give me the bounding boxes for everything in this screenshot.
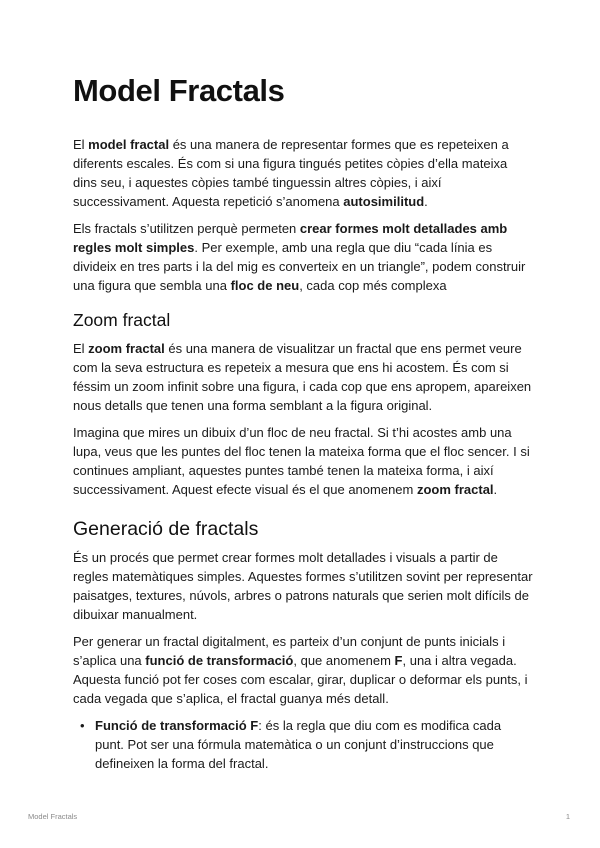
generacio-bullet-list (73, 716, 533, 773)
generacio-paragraph-2 (73, 632, 533, 708)
bold-text: crear formes molt detallades amb regles molt simples (73, 221, 508, 255)
zoom-paragraph-1 (73, 339, 533, 415)
bold-text: zoom fractal (416, 482, 494, 497)
text-run: : és la regla que diu com es modifica cada punt. Pot ser una fórmula matemàtica o un conjunt d’instruccions que defineixen la forma del fractal. (95, 718, 502, 771)
bold-text: model fractal (88, 137, 170, 152)
section-heading-zoom: Zoom fractal (73, 310, 171, 330)
bullet-text (95, 718, 501, 771)
document-content (73, 72, 533, 773)
bold-text: floc de neu (230, 278, 300, 293)
text-run: Imagina que mires un dibuix d’un floc de neu fractal. Si t’hi acostes amb una lupa, veus que les puntes del floc tenen la mateixa forma que el floc sencer. I si continues ampliant, aquestes puntes també tenen la mateixa forma, i així successivament. Aquest efecte visual és el que anomenem (73, 425, 530, 497)
bold-text: zoom fractal (88, 341, 165, 356)
text-run: Per generar un fractal digitalment, es parteix d’un conjunt de punts inicials i s’aplica una (73, 634, 506, 668)
text-run: . Per exemple, amb una regla que diu “cada línia es divideix en tres parts i la del mig es converteix en un triangle”, podem construir una figura que sembla una (73, 240, 526, 293)
generacio-paragraph-1 (73, 548, 533, 624)
bold-text: autosimilitud (343, 194, 425, 209)
text-run: . (493, 482, 498, 497)
bullet-icon: • (80, 718, 85, 733)
intro-paragraph-2 (73, 219, 533, 295)
footer-page-number: 1 (565, 812, 570, 821)
section-heading-generacio: Generació de fractals (73, 518, 259, 540)
text-run: , que anomenem (293, 653, 395, 668)
text-run: , una i altra vegada. Aquesta funció pot fer coses com escalar, girar, duplicar o deformar els punts, i cada vegada que s’aplica, el fractal guanya més detall. (73, 653, 528, 706)
zoom-paragraph-2 (73, 423, 533, 499)
spacer (73, 507, 533, 517)
bold-text: funció de transformació (145, 653, 294, 668)
text-run: El (73, 137, 89, 152)
page-title: Model Fractals (73, 73, 285, 108)
footer-document-title: Model Fractals (28, 812, 78, 821)
text-run: és una manera de representar formes que es repeteixen a diferents escales. És com si una figura tingués petites còpies d’ella mateixa dins seu, i aquestes còpies també tinguessin altres còpies, i així successivament. Aquesta repetició s’anomena (73, 137, 509, 209)
text-run: És un procés que permet crear formes molt detallades i visuals a partir de regles matemàtiques simples. Aquestes formes s’utilitzen sovint per representar paisatges, textures, núvols, arbres o patrons naturals que serien molt difícils de dibuixar manualment. (73, 550, 533, 622)
spacer (73, 110, 533, 135)
bullet-item (80, 716, 533, 773)
bold-text: F (394, 653, 403, 668)
text-run: , cada cop més complexa (299, 278, 447, 293)
bold-text: Funció de transformació F (95, 718, 259, 733)
text-run: El (73, 341, 89, 356)
intro-paragraph-1 (73, 135, 533, 211)
text-run: . (424, 194, 428, 209)
text-run: és una manera de visualitzar un fractal que ens permet veure com la seva estructura es repeteix a mesura que ens hi acostem. És com si féssim un zoom infinit sobre una figura, i cada cop que ens apropem, apareixen nous detalls que tenen una forma semblant a la figura original. (73, 341, 532, 413)
text-run: Els fractals s’utilitzen perquè permeten (73, 221, 300, 236)
